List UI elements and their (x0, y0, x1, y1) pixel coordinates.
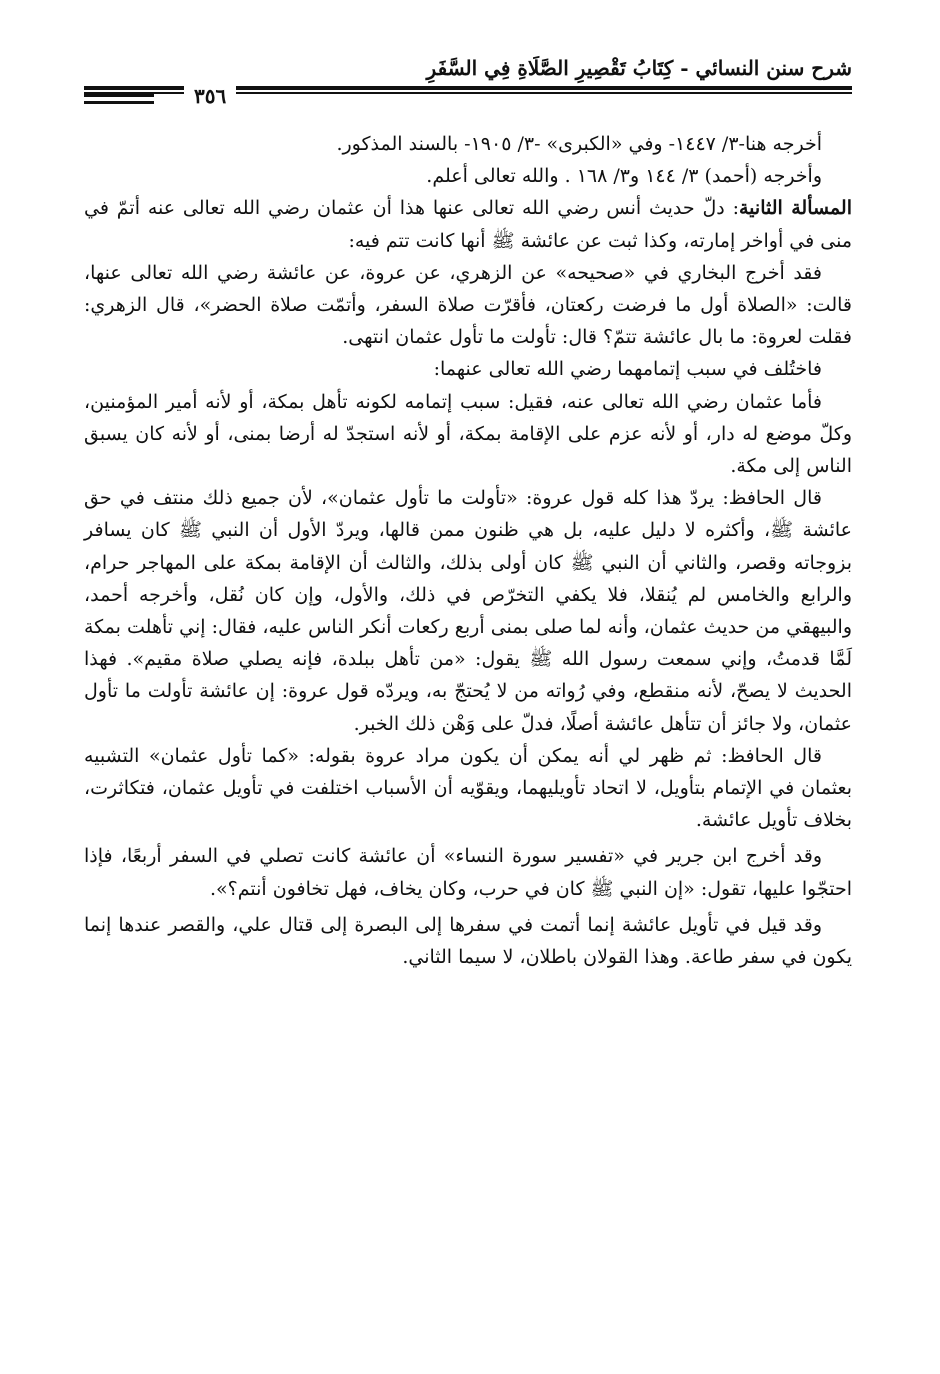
paragraph-text: فاختُلف في سبب إتمامهما رضي الله تعالى عنهما: (433, 358, 822, 381)
paragraph-6 (84, 386, 852, 483)
page-header (84, 52, 852, 108)
paragraph-text: : دلّ حديث أنس رضي الله تعالى عنها هذا أن عثمان رضي الله تعالى عنه أتمّ في منى في أواخر إمارته، وكذا ثبت عن عائشة ﷺ أنها كانت تتم فيه: (84, 197, 852, 252)
paragraph-text: قال الحافظ: ثم ظهر لي أنه يمكن أن يكون مراد عروة بقوله: «كما تأول عثمان» التشبيه بعثمان في الإتمام بتأويل، لا اتحاد تأويليهما، ويقوّيه أن الأسباب اختلفت في تأويل عثمان، فتكاثرت، بخلاف تأويل عائشة. (84, 744, 852, 832)
paragraph-text: فقد أخرج البخاري في «صحيحه» عن الزهري، عن عروة، عن عائشة رضي الله تعالى عنها، قالت: «الصلاة أول ما فرضت ركعتان، فأقرّت صلاة السفر، وأتمّت صلاة الحضر»، قال الزهري: فقلت لعروة: ما بال عائشة تتمّ؟ قال: تأولت ما تأول عثمان انتهى. (84, 261, 852, 349)
issue-heading: المسألة الثانية (739, 197, 852, 220)
paragraph-text: أخرجه هنا-٣/ ١٤٤٧- وفي «الكبرى» -٣/ ١٩٠٥- بالسند المذكور. (336, 133, 822, 155)
paragraph-1 (84, 128, 852, 160)
page-number: ٣٥٦ (184, 84, 236, 108)
paragraph-2 (84, 160, 852, 192)
paragraph-text: فأما عثمان رضي الله تعالى عنه، فقيل: سبب إتمامه لكونه تأهل بمكة، أو لأنه أمير المؤمنين، وكلّ موضع له دار، أو لأنه عزم على الإقامة بمكة، أو لأنه استجدّ له أرضا بمنى، أو لأنه كان يسبق الناس إلى مكة. (84, 390, 852, 478)
paragraph-10 (84, 909, 852, 973)
paragraph-text: وقد أخرج ابن جرير في «تفسير سورة النساء» أن عائشة كانت تصلي في السفر أربعًا، فإذا احتجّوا عليها، تقول: «إن النبي ﷺ كان في حرب، وكان يخاف، فهل تخافون أنتم؟». (84, 845, 852, 900)
paragraph-text: وأخرجه (أحمد) ٣/ ١٤٤ و٣/ ١٦٨ . والله تعالى أعلم. (426, 165, 822, 188)
paragraph-text: وقد قيل في تأويل عائشة إنما أتمت في سفرها إلى البصرة إلى قتال علي، والقصر عندها إنما يكون في سفر طاعة. وهذا القولان باطلان، لا سيما الثاني. (84, 913, 852, 969)
paragraph-9 (84, 840, 852, 904)
paragraph-5 (84, 353, 852, 385)
page-body (84, 128, 852, 973)
header-corner-lines (84, 94, 154, 108)
paragraph-3 (84, 192, 852, 256)
paragraph-7 (84, 482, 852, 740)
running-title: شرح سنن النسائي - كِتَابُ تَقْصِيرِ الصَّلَاةِ فِي السَّفَرِ (426, 56, 852, 80)
paragraph-text: قال الحافظ: يردّ هذا كله قول عروة: «تأولت ما تأول عثمان»، لأن جميع ذلك منتف في حق عائشة ﷺ، وأكثره لا دليل عليه، بل هي ظنون ممن قالها، ويردّ الأول أن النبي ﷺ كان يسافر بزوجاته وقصر، والثاني أن النبي ﷺ كان أولى بذلك، والثالث أن الإقامة بمكة على المهاجر حرام، والرابع والخامس لم يُنقلا، فلا يكفي التخرّص في ذلك، والأول، وإن كان نُقل، وأخرجه أحمد، والبيهقي من حديث عثمان، وأنه لما صلى بمنى أربع ركعات أنكر الناس عليه، فقال: إني تأهلت بمكة لَمَّا قدمتُ، وإني سمعت رسول الله ﷺ يقول: «من تأهل ببلدة، فإنه يصلي صلاة مقيم». فهذا الحديث لا يصحّ، لأنه منقطع، وفي رُواته من لا يُحتجّ به، ويردّه قول عروة: إن عائشة تأولت ما تأول عثمان، ولا جائز أن تتأهل عائشة أصلًا، فدلّ على وَهْن ذلك الخبر. (84, 487, 852, 735)
paragraph-8 (84, 740, 852, 837)
paragraph-4 (84, 257, 852, 354)
